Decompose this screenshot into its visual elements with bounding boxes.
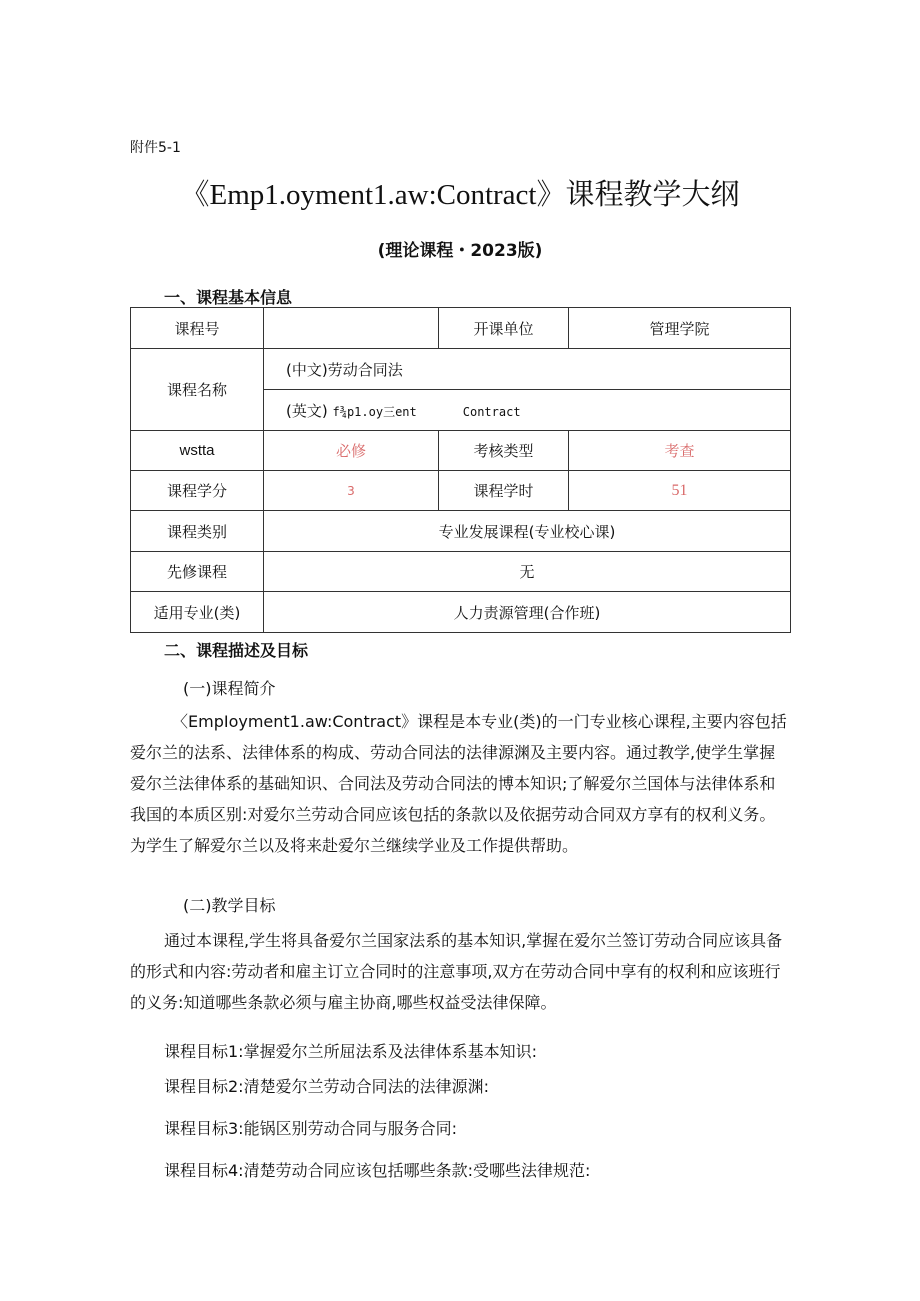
table-row: [131, 592, 791, 633]
course-name-en-part1: f¾p1.oy三ent: [332, 404, 417, 419]
intro-heading: (一)课程简介: [183, 679, 276, 698]
course-no-label: 课程号: [131, 308, 264, 349]
course-name-en-prefix: (英文): [286, 401, 328, 420]
course-no-value: [264, 308, 439, 349]
dept-value: 管理学院: [569, 308, 791, 349]
prereq-value: 无: [264, 552, 791, 592]
table-row: [131, 349, 791, 390]
credits-label: 课程学分: [131, 471, 264, 511]
table-row: [131, 471, 791, 511]
goals-heading: (二)教学目标: [183, 896, 276, 915]
section-heading-description: 二、课程描述及目标: [164, 641, 309, 660]
attachment-number: 附件5-1: [130, 140, 181, 156]
course-name-en-part2: Contract: [462, 404, 521, 419]
goals-paragraph: 通过本课程,学生将具备爱尔兰国家法系的基本知识,掌握在爱尔兰签订劳动合同应该具备的形式和内容:劳动者和雇主订立合同时的注意事项,双方在劳动合同中享有的权利和应该班行的义务:知道哪些条款必须与雇主协商,哪些权益受法律保障。: [130, 931, 783, 1012]
section-heading-basic-info: 一、课程基本信息: [164, 288, 293, 307]
document-title: 《Emp1.oyment1.aw:Contract》课程教学大纲: [180, 179, 740, 211]
category-label: 课程类别: [131, 511, 264, 552]
course-goal-3: 课程目标3:能锅区别劳动合同与服务合同:: [164, 1119, 457, 1138]
assess-type-value: 考查: [569, 431, 791, 471]
course-name-label: 课程名称: [131, 349, 264, 431]
course-goal-4: 课程目标4:清楚劳动合同应该包括哪些条款:受哪些法律规范:: [164, 1161, 591, 1180]
category-value: 专业发展课程(专业校心课): [264, 511, 791, 552]
course-info-table: [130, 307, 791, 633]
table-row: [131, 511, 791, 552]
major-label: 适用专业(类): [131, 592, 264, 633]
table-row: [131, 431, 791, 471]
hours-value: 51: [569, 471, 791, 511]
course-goal-2: 课程目标2:清楚爱尔兰劳动合同法的法律源渊:: [164, 1077, 489, 1096]
credits-value: 3: [264, 471, 439, 511]
prereq-label: 先修课程: [131, 552, 264, 592]
assess-type-label: 考核类型: [439, 431, 569, 471]
course-nature-value: 必修: [264, 431, 439, 471]
table-row: [131, 308, 791, 349]
table-row: [131, 552, 791, 592]
course-name-en: [264, 390, 791, 431]
document-subtitle: (理论课程・2023版): [377, 241, 543, 261]
course-goal-1: 课程目标1:掌握爱尔兰所屈法系及法律体系基本知识:: [164, 1042, 537, 1061]
intro-paragraph: 〈EmpIoyment1.aw:Contract》课程是本专业(类)的一门专业核心课程,主要内容包括爱尔兰的法系、法律体系的构成、劳动合同法的法律源渊及主要内容。通过教学,使学生掌握爱尔兰法律体系的基础知识、合同法及劳动合同法的博本知识;了解爱尔兰国体与法律体系和我国的本质区别:对爱尔兰劳动合同应该包括的条款以及依据劳动合同双方享有的权利义务。为学生了解爱尔兰以及将来赴爱尔兰继续学业及工作提供帮助。: [130, 712, 787, 855]
hours-label: 课程学时: [439, 471, 569, 511]
major-value: 人力责源管理(合作班): [264, 592, 791, 633]
dept-label: 开课单位: [439, 308, 569, 349]
course-nature-label: wstta: [131, 431, 264, 471]
course-name-cn: (中文)劳动合同法: [264, 349, 791, 390]
